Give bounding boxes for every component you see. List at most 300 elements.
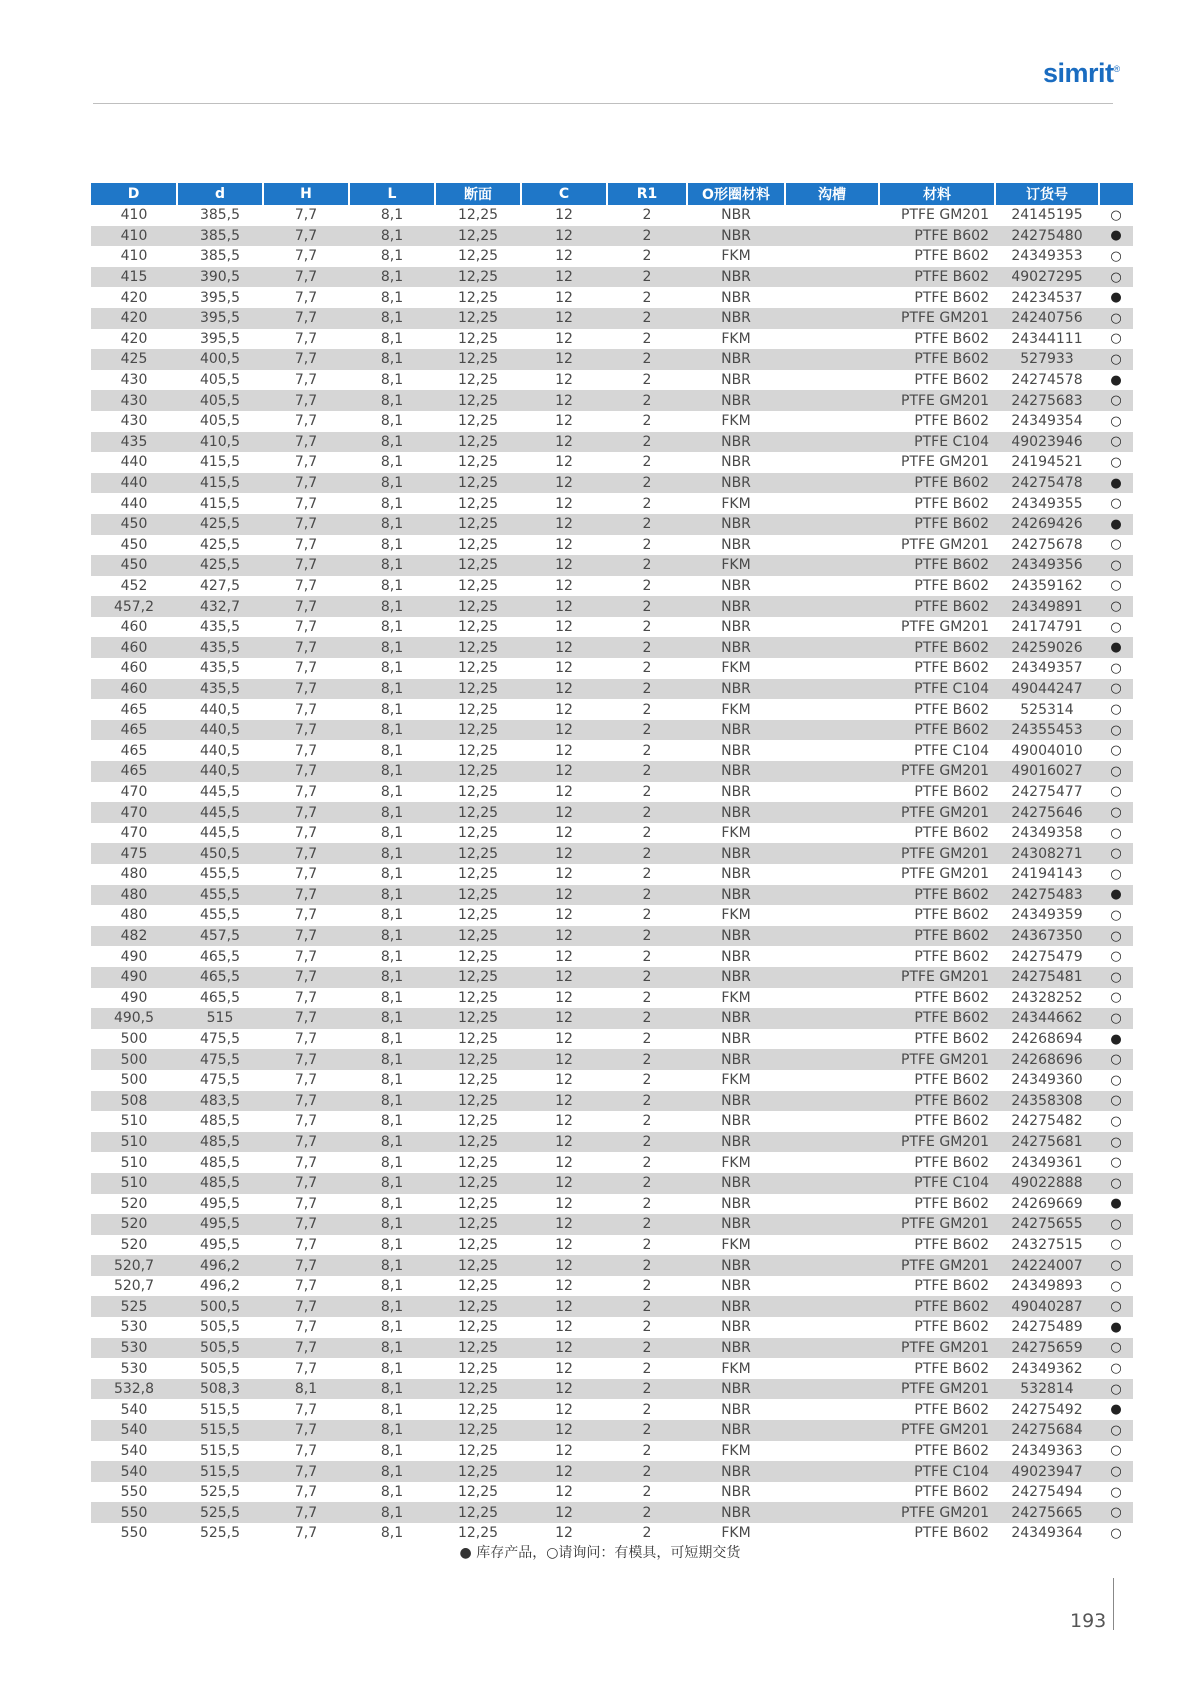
cell-d: 415,5 bbox=[199, 454, 241, 471]
cell-H: 7,7 bbox=[294, 701, 318, 718]
cell-C: 12 bbox=[521, 843, 607, 864]
cell-order-no: 24349360 bbox=[1011, 1072, 1083, 1089]
cell-order-no: 24275494 bbox=[1011, 1484, 1083, 1501]
table-row bbox=[91, 514, 1133, 535]
cell-section: 12,25 bbox=[435, 1049, 521, 1070]
cell-stock-mark: ○ bbox=[1099, 843, 1133, 864]
cell-order-no: 525314 bbox=[1020, 701, 1074, 718]
cell-order-no: 24358308 bbox=[995, 1091, 1099, 1112]
cell-stock-mark: ● bbox=[1099, 473, 1133, 494]
cell-oring-material: NBR bbox=[687, 1214, 785, 1235]
cell-D: 520 bbox=[120, 1195, 148, 1212]
cell-d: 410,5 bbox=[177, 432, 263, 453]
cell-oring-material: NBR bbox=[687, 226, 785, 247]
cell-L: 8,1 bbox=[380, 248, 404, 265]
cell-oring-material: NBR bbox=[687, 637, 785, 658]
table-row bbox=[91, 1214, 1133, 1235]
cell-R1: 2 bbox=[642, 207, 652, 224]
cell-groove bbox=[785, 555, 879, 576]
cell-groove bbox=[785, 1194, 879, 1215]
cell-C: 12 bbox=[555, 1278, 573, 1295]
cell-oring-material: NBR bbox=[687, 926, 785, 947]
cell-stock-mark: ○ bbox=[1099, 555, 1133, 576]
table-row bbox=[91, 1029, 1133, 1050]
cell-H: 7,7 bbox=[263, 926, 349, 947]
cell-section: 12,25 bbox=[457, 536, 499, 553]
cell-H: 7,7 bbox=[263, 514, 349, 535]
cell-R1: 2 bbox=[642, 742, 652, 759]
cell-D: 440 bbox=[120, 454, 148, 471]
cell-H: 7,7 bbox=[263, 308, 349, 329]
cell-L: 8,1 bbox=[380, 536, 404, 553]
cell-D: 510 bbox=[91, 1132, 177, 1153]
cell-H: 7,7 bbox=[263, 843, 349, 864]
cell-C: 12 bbox=[555, 1442, 573, 1459]
cell-d: 515,5 bbox=[199, 1401, 241, 1418]
cell-H: 7,7 bbox=[263, 1008, 349, 1029]
table-row bbox=[91, 1070, 1133, 1091]
cell-oring-material: NBR bbox=[687, 1008, 785, 1029]
cell-material: PTFE B602 bbox=[879, 596, 995, 617]
cell-d: 525,5 bbox=[199, 1525, 241, 1542]
cell-groove bbox=[785, 267, 879, 288]
cell-order-no: 24349355 bbox=[1011, 495, 1083, 512]
cell-D: 530 bbox=[120, 1319, 148, 1336]
cell-order-no: 49027295 bbox=[995, 267, 1099, 288]
cell-stock-mark: ○ bbox=[1099, 1338, 1133, 1359]
cell-material: PTFE C104 bbox=[914, 742, 989, 759]
cell-H: 7,7 bbox=[294, 1484, 318, 1501]
cell-order-no: 24275681 bbox=[995, 1132, 1099, 1153]
cell-D: 520,7 bbox=[113, 1278, 155, 1295]
cell-L: 8,1 bbox=[380, 866, 404, 883]
cell-d: 445,5 bbox=[199, 825, 241, 842]
cell-groove bbox=[785, 226, 879, 247]
cell-material: PTFE B602 bbox=[914, 1319, 989, 1336]
table-row bbox=[91, 864, 1133, 885]
cell-L: 8,1 bbox=[380, 330, 404, 347]
cell-section: 12,25 bbox=[457, 1031, 499, 1048]
cell-R1: 2 bbox=[607, 514, 687, 535]
cell-order-no: 49016027 bbox=[995, 761, 1099, 782]
stock-legend: ● 库存产品，○请询问：有模具，可短期交货 bbox=[459, 1545, 741, 1561]
cell-oring-material: NBR bbox=[721, 289, 751, 306]
cell-groove bbox=[785, 1235, 879, 1256]
cell-d: 435,5 bbox=[177, 679, 263, 700]
cell-material: PTFE B602 bbox=[914, 825, 989, 842]
cell-section: 12,25 bbox=[435, 1091, 521, 1112]
cell-oring-material: FKM bbox=[721, 825, 751, 842]
cell-D: 510 bbox=[120, 1113, 148, 1130]
cell-material: PTFE C104 bbox=[879, 432, 995, 453]
cell-C: 12 bbox=[555, 907, 573, 924]
cell-order-no: 24344662 bbox=[995, 1008, 1099, 1029]
cell-D: 482 bbox=[91, 926, 177, 947]
cell-groove bbox=[785, 1420, 879, 1441]
cell-stock-mark: ○ bbox=[1099, 761, 1133, 782]
cell-d: 515,5 bbox=[199, 1442, 241, 1459]
cell-groove bbox=[785, 1111, 879, 1132]
cell-section: 12,25 bbox=[435, 1132, 521, 1153]
cell-R1: 2 bbox=[607, 1214, 687, 1235]
cell-d: 500,5 bbox=[177, 1296, 263, 1317]
cell-R1: 2 bbox=[642, 948, 652, 965]
cell-oring-material: FKM bbox=[721, 907, 751, 924]
cell-groove bbox=[785, 535, 879, 556]
cell-d: 405,5 bbox=[199, 372, 241, 389]
cell-section: 12,25 bbox=[457, 289, 499, 306]
cell-stock-mark: ● bbox=[1099, 885, 1133, 906]
table-row bbox=[91, 1235, 1133, 1256]
cell-C: 12 bbox=[555, 289, 573, 306]
cell-material: PTFE B602 bbox=[914, 660, 989, 677]
cell-oring-material: FKM bbox=[721, 1525, 751, 1542]
cell-section: 12,25 bbox=[457, 1484, 499, 1501]
cell-H: 7,7 bbox=[294, 577, 318, 594]
cell-R1: 2 bbox=[642, 660, 652, 677]
cell-L: 8,1 bbox=[349, 679, 435, 700]
cell-order-no: 527933 bbox=[995, 349, 1099, 370]
cell-groove bbox=[785, 885, 879, 906]
cell-D: 440 bbox=[91, 473, 177, 494]
col-header-L: L bbox=[349, 183, 435, 205]
cell-H: 7,7 bbox=[263, 761, 349, 782]
cell-C: 12 bbox=[555, 577, 573, 594]
cell-groove bbox=[785, 823, 879, 844]
cell-C: 12 bbox=[555, 330, 573, 347]
cell-H: 7,7 bbox=[294, 660, 318, 677]
cell-oring-material: NBR bbox=[687, 1173, 785, 1194]
cell-H: 7,7 bbox=[294, 742, 318, 759]
table-row bbox=[91, 761, 1133, 782]
cell-C: 12 bbox=[555, 1195, 573, 1212]
cell-H: 7,7 bbox=[294, 1401, 318, 1418]
cell-oring-material: NBR bbox=[721, 783, 751, 800]
cell-material: PTFE B602 bbox=[879, 226, 995, 247]
cell-d: 496,2 bbox=[177, 1255, 263, 1276]
cell-d: 440,5 bbox=[177, 761, 263, 782]
table-row bbox=[91, 1461, 1133, 1482]
cell-order-no: 24349893 bbox=[1011, 1278, 1083, 1295]
table-row bbox=[91, 493, 1133, 514]
cell-R1: 2 bbox=[642, 907, 652, 924]
cell-order-no: 24269669 bbox=[1011, 1195, 1083, 1212]
cell-C: 12 bbox=[521, 1461, 607, 1482]
cell-d: 485,5 bbox=[177, 1132, 263, 1153]
cell-order-no: 24275489 bbox=[1011, 1319, 1083, 1336]
cell-H: 7,7 bbox=[263, 390, 349, 411]
cell-R1: 2 bbox=[642, 454, 652, 471]
cell-L: 8,1 bbox=[349, 596, 435, 617]
cell-stock-mark: ● bbox=[1110, 1031, 1122, 1047]
cell-groove bbox=[785, 699, 879, 720]
cell-stock-mark: ○ bbox=[1110, 907, 1122, 923]
cell-order-no: 24275655 bbox=[995, 1214, 1099, 1235]
cell-H: 7,7 bbox=[294, 948, 318, 965]
cell-L: 8,1 bbox=[380, 825, 404, 842]
cell-C: 12 bbox=[521, 596, 607, 617]
table-row bbox=[91, 1152, 1133, 1173]
cell-C: 12 bbox=[521, 885, 607, 906]
cell-L: 8,1 bbox=[380, 495, 404, 512]
cell-order-no: 24240756 bbox=[995, 308, 1099, 329]
cell-C: 12 bbox=[521, 267, 607, 288]
cell-L: 8,1 bbox=[349, 802, 435, 823]
cell-H: 7,7 bbox=[263, 226, 349, 247]
cell-L: 8,1 bbox=[349, 885, 435, 906]
cell-stock-mark: ○ bbox=[1099, 1296, 1133, 1317]
table-row bbox=[91, 1194, 1133, 1215]
cell-oring-material: FKM bbox=[721, 989, 751, 1006]
cell-stock-mark: ○ bbox=[1110, 1113, 1122, 1129]
cell-H: 7,7 bbox=[263, 967, 349, 988]
cell-C: 12 bbox=[521, 1008, 607, 1029]
cell-groove bbox=[785, 1441, 879, 1462]
cell-D: 420 bbox=[91, 308, 177, 329]
cell-L: 8,1 bbox=[380, 907, 404, 924]
cell-L: 8,1 bbox=[380, 948, 404, 965]
cell-oring-material: NBR bbox=[687, 1049, 785, 1070]
table-row bbox=[91, 988, 1133, 1009]
table-row bbox=[91, 905, 1133, 926]
cell-d: 485,5 bbox=[199, 1154, 241, 1171]
cell-C: 12 bbox=[555, 825, 573, 842]
cell-order-no: 24349357 bbox=[1011, 660, 1083, 677]
cell-d: 505,5 bbox=[177, 1338, 263, 1359]
cell-D: 460 bbox=[120, 619, 148, 636]
cell-order-no: 24367350 bbox=[995, 926, 1099, 947]
table-row bbox=[91, 1482, 1133, 1503]
cell-H: 7,7 bbox=[294, 1236, 318, 1253]
cell-material: PTFE B602 bbox=[914, 1195, 989, 1212]
cell-stock-mark: ● bbox=[1099, 637, 1133, 658]
col-header-section: 断面 bbox=[435, 183, 521, 205]
cell-L: 8,1 bbox=[349, 432, 435, 453]
cell-material: PTFE B602 bbox=[914, 1236, 989, 1253]
cell-D: 525 bbox=[91, 1296, 177, 1317]
cell-stock-mark: ○ bbox=[1099, 1008, 1133, 1029]
cell-oring-material: NBR bbox=[721, 207, 751, 224]
cell-d: 385,5 bbox=[199, 248, 241, 265]
col-header-C: C bbox=[521, 183, 607, 205]
cell-groove bbox=[785, 679, 879, 700]
cell-H: 7,7 bbox=[263, 1132, 349, 1153]
cell-R1: 2 bbox=[607, 1420, 687, 1441]
cell-section: 12,25 bbox=[435, 555, 521, 576]
cell-C: 12 bbox=[521, 679, 607, 700]
cell-section: 12,25 bbox=[435, 349, 521, 370]
cell-D: 550 bbox=[91, 1502, 177, 1523]
cell-d: 465,5 bbox=[199, 948, 241, 965]
cell-C: 12 bbox=[521, 720, 607, 741]
cell-material: PTFE GM201 bbox=[901, 866, 989, 883]
cell-groove bbox=[785, 1173, 879, 1194]
cell-oring-material: NBR bbox=[687, 885, 785, 906]
cell-groove bbox=[785, 1029, 879, 1050]
cell-C: 12 bbox=[521, 926, 607, 947]
cell-D: 410 bbox=[120, 207, 148, 224]
cell-H: 7,7 bbox=[263, 473, 349, 494]
cell-d: 505,5 bbox=[199, 1360, 241, 1377]
cell-groove bbox=[785, 1049, 879, 1070]
cell-stock-mark: ○ bbox=[1110, 1072, 1122, 1088]
cell-groove bbox=[785, 1461, 879, 1482]
cell-section: 12,25 bbox=[457, 330, 499, 347]
cell-order-no: 49004010 bbox=[1011, 742, 1083, 759]
cell-R1: 2 bbox=[607, 885, 687, 906]
cell-groove bbox=[785, 370, 879, 391]
cell-R1: 2 bbox=[607, 926, 687, 947]
cell-section: 12,25 bbox=[435, 1338, 521, 1359]
cell-D: 420 bbox=[120, 289, 148, 306]
cell-C: 12 bbox=[555, 989, 573, 1006]
table-row bbox=[91, 1173, 1133, 1194]
cell-D: 465 bbox=[91, 761, 177, 782]
cell-C: 12 bbox=[555, 1072, 573, 1089]
cell-section: 12,25 bbox=[457, 1195, 499, 1212]
cell-L: 8,1 bbox=[349, 1420, 435, 1441]
cell-groove bbox=[785, 1296, 879, 1317]
cell-material: PTFE GM201 bbox=[879, 308, 995, 329]
cell-groove bbox=[785, 390, 879, 411]
cell-order-no: 49023946 bbox=[995, 432, 1099, 453]
table-row bbox=[91, 679, 1133, 700]
header-divider bbox=[93, 103, 1113, 104]
cell-material: PTFE B602 bbox=[914, 1154, 989, 1171]
table-row bbox=[91, 370, 1133, 391]
cell-material: PTFE B602 bbox=[914, 248, 989, 265]
cell-R1: 2 bbox=[607, 555, 687, 576]
cell-groove bbox=[785, 411, 879, 432]
cell-groove bbox=[785, 1482, 879, 1503]
cell-R1: 2 bbox=[642, 1484, 652, 1501]
cell-groove bbox=[785, 617, 879, 638]
cell-stock-mark: ○ bbox=[1099, 802, 1133, 823]
col-header-oring-material: O形圈材料 bbox=[687, 183, 785, 205]
cell-H: 8,1 bbox=[263, 1379, 349, 1400]
table-row bbox=[91, 926, 1133, 947]
cell-order-no: 24259026 bbox=[995, 637, 1099, 658]
cell-d: 425,5 bbox=[199, 536, 241, 553]
cell-L: 8,1 bbox=[349, 967, 435, 988]
cell-D: 450 bbox=[120, 536, 148, 553]
table-body bbox=[91, 205, 1133, 1544]
table-row bbox=[91, 1420, 1133, 1441]
table-row bbox=[91, 1523, 1133, 1544]
cell-oring-material: FKM bbox=[721, 495, 751, 512]
cell-C: 12 bbox=[555, 783, 573, 800]
cell-order-no: 24224007 bbox=[995, 1255, 1099, 1276]
cell-oring-material: NBR bbox=[721, 1278, 751, 1295]
cell-groove bbox=[785, 1152, 879, 1173]
table-row bbox=[91, 1379, 1133, 1400]
cell-stock-mark: ○ bbox=[1099, 679, 1133, 700]
cell-order-no: 24275481 bbox=[995, 967, 1099, 988]
cell-L: 8,1 bbox=[380, 989, 404, 1006]
cell-C: 12 bbox=[555, 536, 573, 553]
cell-material: PTFE GM201 bbox=[879, 802, 995, 823]
table-row bbox=[91, 823, 1133, 844]
cell-groove bbox=[785, 432, 879, 453]
cell-d: 415,5 bbox=[177, 473, 263, 494]
cell-section: 12,25 bbox=[457, 207, 499, 224]
cell-groove bbox=[785, 1358, 879, 1379]
cell-groove bbox=[785, 720, 879, 741]
cell-R1: 2 bbox=[642, 1360, 652, 1377]
cell-R1: 2 bbox=[607, 1008, 687, 1029]
table-row bbox=[91, 885, 1133, 906]
cell-order-no: 24349891 bbox=[995, 596, 1099, 617]
cell-section: 12,25 bbox=[435, 967, 521, 988]
cell-oring-material: FKM bbox=[721, 1236, 751, 1253]
cell-H: 7,7 bbox=[263, 432, 349, 453]
cell-D: 532,8 bbox=[91, 1379, 177, 1400]
cell-d: 435,5 bbox=[199, 619, 241, 636]
cell-d: 495,5 bbox=[177, 1214, 263, 1235]
cell-oring-material: NBR bbox=[721, 372, 751, 389]
cell-D: 430 bbox=[120, 372, 148, 389]
cell-R1: 2 bbox=[607, 679, 687, 700]
cell-D: 460 bbox=[120, 660, 148, 677]
cell-d: 440,5 bbox=[177, 720, 263, 741]
cell-R1: 2 bbox=[642, 495, 652, 512]
cell-L: 8,1 bbox=[349, 226, 435, 247]
cell-section: 12,25 bbox=[435, 843, 521, 864]
cell-material: PTFE B602 bbox=[914, 495, 989, 512]
cell-stock-mark: ○ bbox=[1099, 1379, 1133, 1400]
cell-order-no: 24275482 bbox=[1011, 1113, 1083, 1130]
cell-section: 12,25 bbox=[457, 577, 499, 594]
cell-stock-mark: ○ bbox=[1110, 496, 1122, 512]
cell-H: 7,7 bbox=[294, 1195, 318, 1212]
cell-section: 12,25 bbox=[457, 1113, 499, 1130]
cell-oring-material: NBR bbox=[687, 596, 785, 617]
table-row bbox=[91, 1441, 1133, 1462]
cell-section: 12,25 bbox=[435, 267, 521, 288]
cell-L: 8,1 bbox=[349, 555, 435, 576]
cell-order-no: 24349362 bbox=[1011, 1360, 1083, 1377]
cell-groove bbox=[785, 926, 879, 947]
cell-material: PTFE B602 bbox=[914, 783, 989, 800]
table-row bbox=[91, 617, 1133, 638]
cell-L: 8,1 bbox=[349, 1132, 435, 1153]
cell-order-no: 24349354 bbox=[1011, 413, 1083, 430]
cell-material: PTFE GM201 bbox=[879, 843, 995, 864]
cell-order-no: 24275492 bbox=[1011, 1401, 1083, 1418]
cell-material: PTFE B602 bbox=[879, 1008, 995, 1029]
cell-stock-mark: ○ bbox=[1099, 349, 1133, 370]
cell-R1: 2 bbox=[607, 637, 687, 658]
cell-groove bbox=[785, 308, 879, 329]
cell-oring-material: NBR bbox=[687, 349, 785, 370]
cell-oring-material: NBR bbox=[721, 1319, 751, 1336]
cell-section: 12,25 bbox=[435, 308, 521, 329]
cell-section: 12,25 bbox=[435, 226, 521, 247]
cell-material: PTFE B602 bbox=[914, 907, 989, 924]
cell-material: PTFE B602 bbox=[879, 1091, 995, 1112]
cell-H: 7,7 bbox=[294, 372, 318, 389]
cell-D: 465 bbox=[120, 701, 148, 718]
cell-R1: 2 bbox=[607, 1091, 687, 1112]
cell-D: 490 bbox=[120, 989, 148, 1006]
table-row bbox=[91, 287, 1133, 308]
page-number: 193 bbox=[1070, 1610, 1107, 1632]
cell-H: 7,7 bbox=[294, 495, 318, 512]
cell-d: 440,5 bbox=[199, 742, 241, 759]
cell-section: 12,25 bbox=[457, 866, 499, 883]
cell-R1: 2 bbox=[642, 825, 652, 842]
cell-stock-mark: ○ bbox=[1099, 1502, 1133, 1523]
